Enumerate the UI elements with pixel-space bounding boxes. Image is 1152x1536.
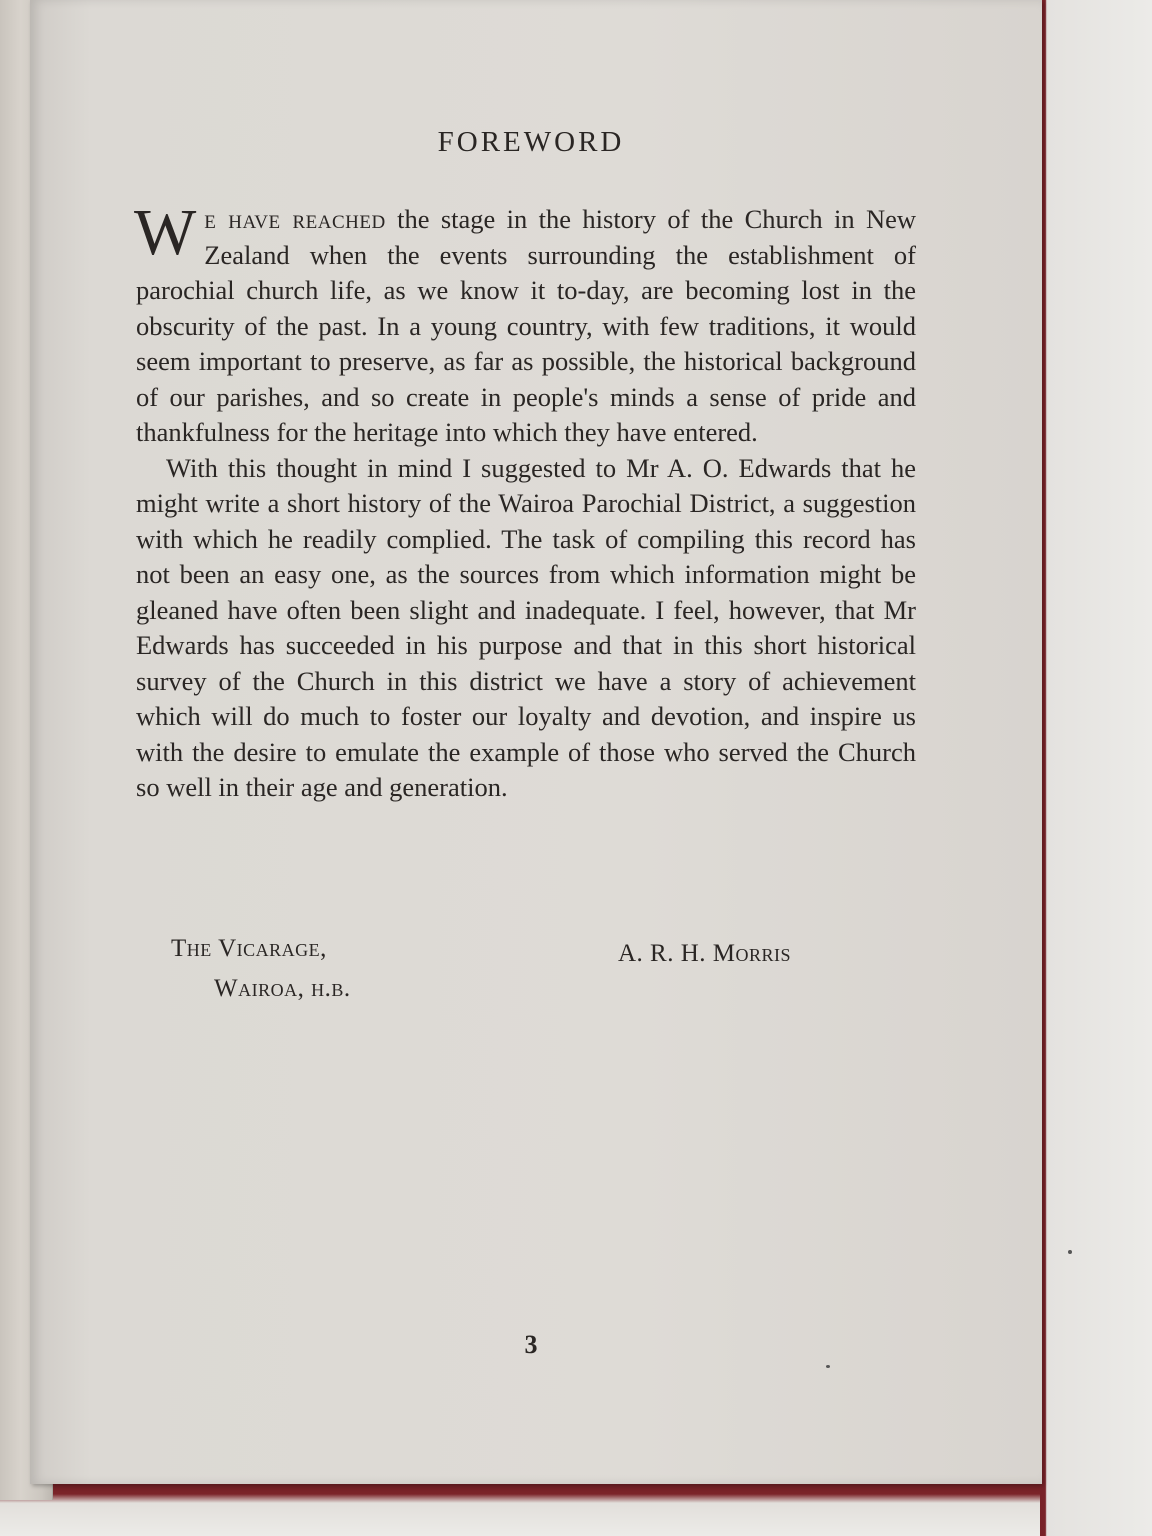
paragraph-1: [134, 196, 916, 451]
signoff-place-line1: The Vicarage,: [171, 935, 327, 962]
dust-speck: [826, 1365, 830, 1368]
book-cover-bottom: [0, 1476, 1040, 1536]
paragraph-1-text: the stage in the history of the Church in New Zealand when the events surrounding the establishment of parochial church life, as we know it to-day, are becoming lost in the obscurity of the past. In a young country, with few traditions, it would seem important to preserve, as far as possible, the historical background of our parishes, and so create in people's minds a sense of pride and thankfulness for the heritage into which they have entered.: [136, 204, 916, 447]
signoff-author: A. R. H. Morris: [618, 940, 792, 967]
lead-in: e have reached: [204, 204, 386, 234]
book-page: [30, 0, 1042, 1484]
signoff-place-line2: Wairoa, h.b.: [214, 975, 351, 1002]
page-number: 3: [524, 1330, 538, 1359]
drop-cap: W: [134, 196, 197, 269]
foreword-body: [134, 196, 916, 806]
dust-speck: [1068, 1250, 1072, 1254]
page-title: FOREWORD: [437, 126, 625, 158]
paragraph-2: With this thought in mind I suggested to Mr A. O. Edwards that he might write a short history of the Wairoa Parochial District, a suggestion with which he readily complied. The task of compiling this record has not been an easy one, as the sources from which information might be gleaned have often been slight and inadequate. I feel, however, that Mr Edwards has succeeded in his purpose and that in this short historical survey of the Church in this district we have a story of achievement which will do much to foster our loyalty and devotion, and inspire us with the desire to emulate the example of those who served the Church so well in their age and generation.: [136, 452, 916, 802]
